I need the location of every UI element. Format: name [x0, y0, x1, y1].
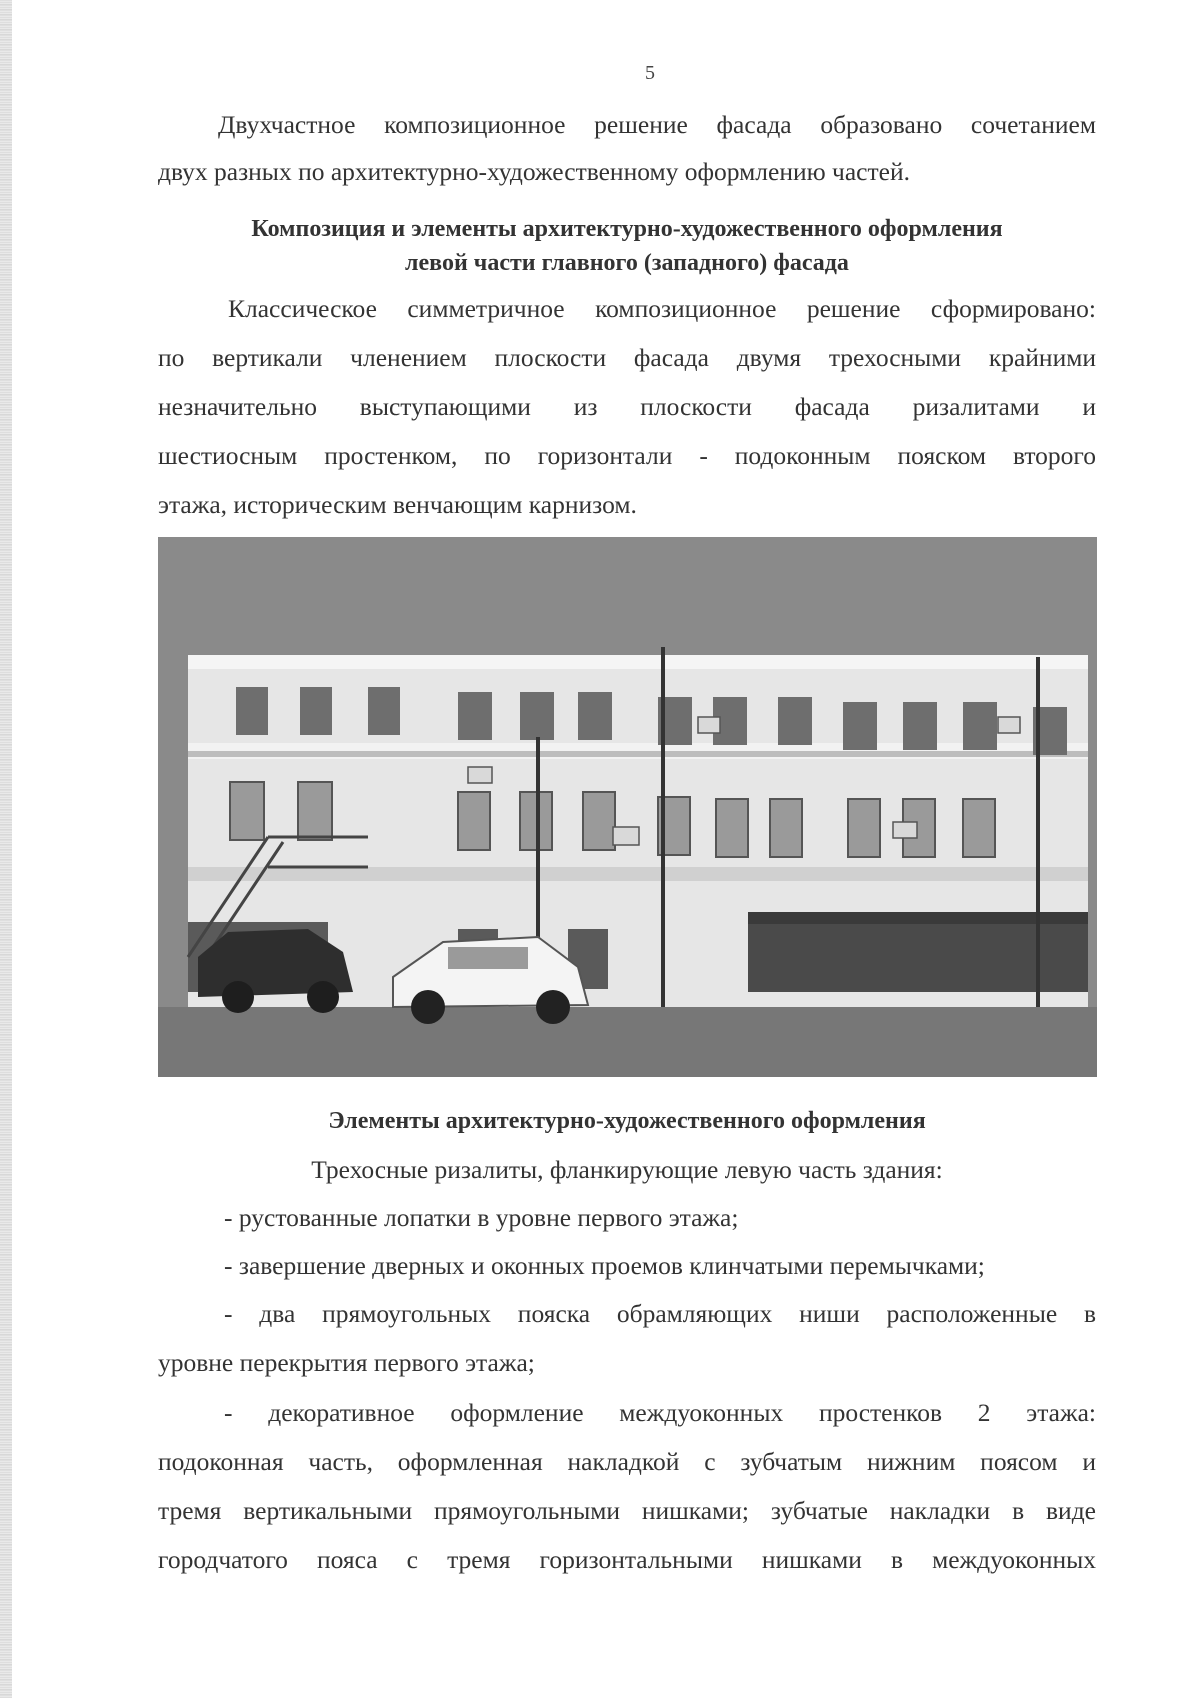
risalit-intro: Трехосные ризалиты, фланкирующие левую часть здания:: [311, 1155, 943, 1184]
page-number: 5: [645, 62, 655, 84]
classic-line-3: незначительно выступающими из плоскости фасада ризалитами и: [158, 392, 1096, 421]
list-item-4-line-1: - декоративное оформление междуоконных простенков 2 этажа:: [224, 1398, 1096, 1427]
classic-line-5: этажа, историческим венчающим карнизом.: [158, 490, 637, 519]
list-item-4-line-2: подоконная часть, оформленная накладкой с зубчатым нижним поясом и: [158, 1447, 1096, 1476]
list-item-3-line-1: - два прямоугольных пояска обрамляющих ниши расположенные в: [224, 1299, 1096, 1328]
section-heading-line-2: левой части главного (западного) фасада: [405, 250, 849, 276]
facade-illustration: [158, 537, 1097, 1077]
list-item-3-line-2: уровне перекрытия первого этажа;: [158, 1348, 535, 1377]
section-heading-line-1: Композиция и элементы архитектурно-художественного оформления: [251, 216, 1003, 242]
list-item-4-line-3: тремя вертикальными прямоугольными нишками; зубчатые накладки в виде: [158, 1496, 1096, 1525]
list-item-2: - завершение дверных и оконных проемов клинчатыми перемычками;: [224, 1251, 985, 1280]
facade-photo: [158, 537, 1097, 1077]
classic-line-4: шестиосным простенком, по горизонтали - подоконным пояском второго: [158, 441, 1096, 470]
classic-line-2: по вертикали членением плоскости фасада двумя трехосными крайними: [158, 343, 1096, 372]
intro-line-1: Двухчастное композиционное решение фасада образовано сочетанием: [218, 110, 1096, 139]
scan-edge: [0, 0, 12, 1698]
list-item-4-line-4: городчатого пояса с тремя горизонтальными нишками в междуоконных: [158, 1545, 1096, 1574]
elements-heading: Элементы архитектурно-художественного оформления: [328, 1108, 926, 1134]
classic-line-1: Классическое симметричное композиционное решение сформировано:: [228, 294, 1096, 323]
list-item-1: - рустованные лопатки в уровне первого этажа;: [224, 1203, 739, 1232]
intro-line-2: двух разных по архитектурно-художественному оформлению частей.: [158, 157, 910, 186]
